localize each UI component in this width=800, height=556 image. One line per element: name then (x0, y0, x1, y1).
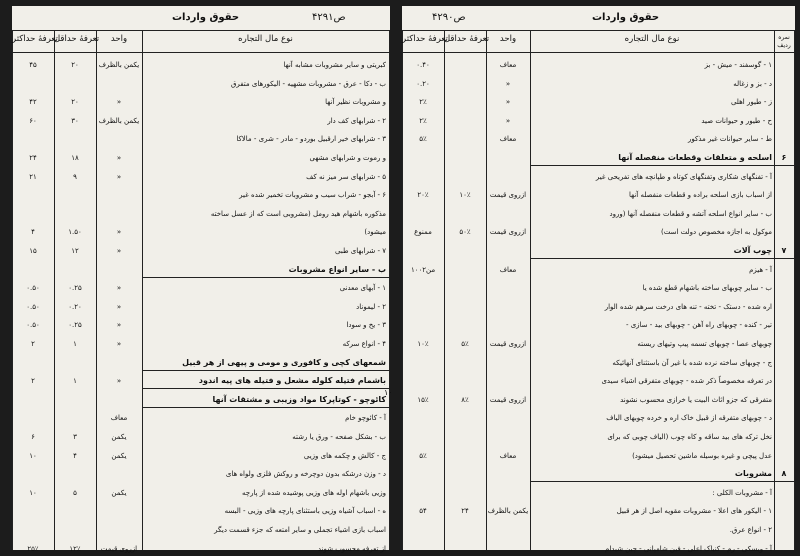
goods-cell: اسلحه و متعلقات وقطعات منفصله آنها (618, 153, 772, 162)
table-row (12, 393, 390, 407)
unit-cell: ازروی قیمت (489, 340, 527, 348)
table-row (402, 504, 795, 518)
table-row (402, 486, 795, 500)
rate-max-cell: ۰.۲۰ (416, 79, 430, 88)
table-row (402, 449, 795, 463)
rate-max-cell: ۴ (31, 228, 35, 237)
table-row (402, 188, 795, 202)
rate-min-cell: ۱.۵۰ (68, 228, 82, 237)
unit-cell: ازروی قیمت (489, 191, 527, 200)
table-row (12, 188, 390, 202)
table-row (12, 95, 390, 109)
unit-cell: یکمن بالظرف (487, 507, 529, 516)
table-row (12, 504, 390, 518)
rate-max-cell: ۱۰ (29, 488, 37, 497)
goods-cell: ۵ - شرابهای سر میز نه کف (306, 172, 386, 181)
goods-cell: ج - چوبهای ساخته نرده شده با غیر آن باستثنای آنهائیکه (612, 358, 772, 367)
rate-max-cell: ۰.۵۰ (26, 302, 40, 311)
rate-max-cell: ۱۰۰من۲ (410, 265, 436, 274)
goods-cell: نخل ترکه های بید ساقه و کاه چوب (الیاف چوبی که برای (607, 433, 772, 441)
rate-min-cell: ۲۴ (461, 507, 469, 516)
unit-cell: » (505, 79, 511, 88)
right-col-unit: واحد (499, 34, 517, 44)
table-row (402, 114, 795, 128)
goods-cell: ۷ - شرابهای طبی (335, 247, 386, 255)
section-rule (530, 481, 794, 482)
unit-cell: » (116, 340, 122, 348)
rate-max-cell: ۱۰ (29, 451, 37, 460)
goods-cell: اره شده - دستک - تخته - تنه های درخت سرهم شده الوار (604, 302, 772, 311)
rate-min-cell: ۴ (73, 451, 77, 460)
goods-cell: کبریتی و سایر مشروبات مشابه آنها (283, 61, 386, 69)
right-page (402, 6, 795, 553)
goods-cell: ب - سایر انواع اسلحه آتشه و قطعات منفصله آنها (ورود (609, 209, 772, 218)
right-header-page-number: ص۴۲۹۰ (432, 12, 466, 23)
unit-cell: ازروی قیمت (100, 544, 138, 553)
goods-cell: و رموت و شرابهای مشهی (309, 154, 386, 162)
section-rule (142, 407, 389, 408)
rate-max-cell: ۲۵٪ (27, 544, 39, 553)
left-col-goods: نوع مال التجاره (238, 34, 293, 44)
unit-cell: » (116, 247, 122, 255)
goods-cell: ب - دکا - عرق - مشروبات مشهیه - الیکورهای متفرق (230, 79, 386, 88)
unit-cell: ازروی قیمت (489, 228, 527, 237)
rate-max-cell: ۵٪ (419, 451, 427, 460)
table-row (12, 244, 390, 258)
goods-cell: آ - مشروبات الکلی : (712, 488, 772, 497)
unit-cell: » (116, 154, 122, 162)
goods-cell: ب - بشکل صفحه - ورق یا رشته (292, 433, 386, 441)
table-row (402, 207, 795, 221)
table-row (402, 356, 795, 370)
goods-cell: ب - سایر انواع مشروبات (288, 264, 386, 274)
table-row (402, 77, 795, 91)
rate-min-cell: ۰.۲۵ (68, 321, 82, 330)
rate-max-cell: ۰.۵۰ (26, 284, 40, 293)
table-row (12, 318, 390, 332)
goods-cell: د - وزن درشکه بدون دوچرخه و روکش فلزی ولواه های (225, 470, 386, 479)
goods-cell: باشمام فتیله کلوله مشعل و فتیله های پیه اندود (198, 376, 386, 386)
right-col-goods: نوع مال التجاره (624, 34, 680, 44)
rate-max-cell: ۲۰٪ (417, 191, 429, 200)
table-row (402, 225, 795, 239)
right-col-rate-min: تعرفهٔ حداقل (444, 34, 490, 44)
goods-cell: ه - اسباب آشیاه وزیی باستثنای پارچه های وزیی - البسه (224, 507, 386, 516)
rate-max-cell: ۵٪ (419, 135, 427, 144)
goods-cell: مذکوره باشهام هید رومل (مشروبی است که از عسل ساخته (210, 209, 386, 218)
rate-min-cell: ۳۰ (71, 116, 79, 125)
goods-cell: ج - کالش و چکمه های وزیی (303, 451, 386, 460)
table-row (12, 356, 390, 370)
left-header-page-number: ص۴۲۹۱ (312, 12, 346, 23)
goods-cell: و مشروبات نظیر آنها (325, 98, 386, 107)
left-header-title: حقوق واردات (172, 12, 240, 23)
unit-cell: » (116, 172, 122, 181)
goods-cell: آ - کائوچو خام (345, 414, 386, 423)
rate-min-cell: ۵٪ (461, 340, 469, 348)
rate-min-cell: ۱۰٪ (459, 191, 471, 200)
right-col-number: نمره ردیف (777, 34, 791, 49)
table-row (12, 132, 390, 146)
goods-cell: تیر - کنده - چوبهای راه آهن - چوبهای بید - سازی - (625, 321, 772, 330)
rate-min-cell: ۱۲٪ (69, 544, 81, 553)
unit-cell: معاف (499, 135, 517, 144)
table-row (12, 300, 390, 314)
rate-max-cell: ۴۵ (29, 61, 37, 69)
goods-cell: کائوچو - کوتاپرکا مواد وزیبی و مشتقات آنها (212, 394, 386, 404)
rate-max-cell: ۲٪ (419, 98, 427, 107)
goods-cell: آ - تفنگهای شکاری وتفنگهای کوتاه و طپانچه های تفریحی غیر (595, 172, 772, 181)
unit-cell: » (116, 321, 122, 330)
section-rule (530, 165, 794, 166)
rate-max-cell: ۱۰٪ (417, 340, 429, 348)
rate-min-cell: ۳ (73, 433, 77, 441)
goods-cell: ۶ - آبجو - شراب سیب و مشروبات تخمیر شده غیر (239, 191, 386, 200)
goods-cell: ۱ - الیکور های اعلا - مشروبات مقویه اصل از هر قبیل (616, 507, 772, 516)
unit-cell: » (505, 98, 511, 107)
table-row (402, 132, 795, 146)
goods-cell: ۱ - گوسفند - میش - بز (704, 61, 772, 69)
unit-cell: یکمن (111, 488, 127, 497)
rate-min-cell: ۰.۲۵ (68, 284, 82, 293)
rate-min-cell: ۵۰٪ (459, 228, 471, 237)
rate-max-cell: ۵۴ (419, 507, 427, 516)
unit-cell: معاف (499, 451, 517, 460)
unit-cell: » (116, 284, 122, 293)
goods-cell: ۳ - شرابهای خیر ارقبیل بوردو - مادر - شری - مالاکا (236, 135, 386, 144)
left-col-rate-min: تعرفهٔ حداقل (54, 34, 100, 44)
table-row (402, 318, 795, 332)
unit-cell: معاف (499, 61, 517, 69)
goods-cell: ح - طیور و حیوانات صید (701, 116, 772, 125)
table-row (12, 374, 390, 388)
goods-cell: د - بز و زغاله (733, 79, 772, 88)
unit-cell: » (116, 302, 122, 311)
goods-cell: ۳ - یخ و سودا (346, 321, 386, 330)
rate-max-cell: ۱۵٪ (417, 395, 429, 404)
goods-cell: ز - طیور اهلی (730, 98, 772, 107)
rate-min-cell: ۸٪ (461, 395, 469, 404)
unit-cell: » (116, 377, 122, 386)
goods-cell: شمعهای کچی و کافوری و مومی و پیهی از هر قبیل (182, 357, 386, 367)
rate-min-cell: ۲۰ (71, 98, 79, 107)
section-rule (142, 388, 389, 389)
goods-cell: ۲ - شرابهای کف دار (327, 116, 386, 125)
table-row (402, 467, 795, 481)
unit-cell: » (116, 228, 122, 237)
goods-cell: چوب آلات (733, 246, 772, 255)
unit-cell: » (505, 116, 511, 125)
unit-cell: معاف (499, 265, 517, 274)
unit-cell: معاف (110, 414, 128, 423)
goods-cell: چوبهای عصا - چوبهای تسمه پیپ وتیهای ریسته (637, 340, 772, 348)
table-row (402, 170, 795, 184)
section-rule (142, 277, 389, 278)
rate-min-cell: ۱ (73, 340, 77, 348)
left-col-unit: واحد (110, 34, 128, 44)
rate-min-cell: ۹ (73, 172, 77, 181)
table-row (402, 523, 795, 537)
unit-cell: ازروی قیمت (489, 395, 527, 404)
goods-cell: مشروبات (734, 469, 772, 479)
goods-cell: ط - سایر حیوانات غیر مذکور (688, 135, 772, 144)
rate-min-cell: ۱۲ (71, 247, 79, 255)
unit-cell: یکمن بالظرف (98, 61, 140, 69)
unit-cell: » (116, 98, 122, 107)
section-rule (142, 370, 389, 371)
table-row (402, 95, 795, 109)
table-row (12, 542, 390, 556)
table-row (12, 207, 390, 221)
table-row (12, 225, 390, 239)
table-row (402, 263, 795, 277)
goods-cell: آ - ویسکی - رم - کنیاک اعلی - فین شامپانی - چین شیدام (605, 544, 772, 553)
table-row (402, 542, 795, 556)
table-row (12, 77, 390, 91)
unit-cell: یکمن بالظرف (98, 116, 140, 125)
table-row (12, 263, 390, 277)
right-tariff-table (402, 30, 795, 553)
goods-cell: د - چوبهای متفرقه از قبیل خاک اره و خرده چوبهای الیاف (606, 414, 772, 423)
rate-max-cell: ۲ (31, 340, 35, 348)
goods-cell: از تعرفه محسوب شوند (317, 544, 386, 553)
rate-max-cell: ۶ (31, 433, 35, 441)
goods-cell: در تعرفه مخصوصاً ذکر شده - چوبهای متفرقی اشیاء سیدی (601, 377, 772, 386)
rate-max-cell: ۲۴ (29, 154, 37, 162)
table-row (402, 411, 795, 425)
left-page-header (12, 6, 390, 28)
rate-max-cell: ۲ (31, 377, 35, 386)
table-row (12, 170, 390, 184)
table-row (12, 523, 390, 537)
row-number-cell: ۷ (781, 246, 787, 255)
rate-max-cell: ۶۰ (29, 116, 37, 125)
unit-cell: یکمن (111, 451, 127, 460)
rate-max-cell: ممنوع (414, 228, 432, 237)
rate-min-cell: ۲۰ (71, 61, 79, 69)
goods-cell: عدل پیچی و غیره بوسیله ماشین تحصیل میشود) (632, 451, 772, 460)
table-row (402, 281, 795, 295)
goods-cell: ۲ - لیموناد (356, 302, 386, 311)
rate-max-cell: ۰.۴۰ (416, 61, 430, 69)
rate-max-cell: ۲٪ (419, 116, 427, 125)
goods-cell: آ - هیزم (749, 265, 772, 274)
table-row (402, 430, 795, 444)
right-header-title: حقوق واردات (592, 12, 660, 23)
right-col-rate-max: تعرفهٔ حداکثر (402, 34, 448, 44)
rate-max-cell: ۱۵ (29, 247, 37, 255)
rate-max-cell: ۴۲ (29, 98, 37, 107)
goods-cell: از اسباب بازی اسلحه براده و قطعات منفصله آنها (628, 191, 772, 200)
table-row (402, 244, 795, 258)
goods-cell: ۴ - انواع سرکه (342, 340, 386, 348)
rate-min-cell: ۰.۲۰ (68, 302, 82, 311)
goods-cell: ۱ - آبهای معدنی (339, 284, 386, 293)
table-row (402, 151, 795, 165)
right-page-header (402, 6, 795, 28)
left-col-rate-max: تعرفهٔ حداکثر (12, 34, 58, 44)
row-number-cell: ۸ (781, 469, 787, 479)
row-number-cell: ۶ (781, 153, 787, 162)
table-row (12, 151, 390, 165)
table-row (12, 430, 390, 444)
table-row (402, 300, 795, 314)
goods-cell: ۲ - انواع عرق. (729, 526, 772, 534)
goods-cell: متفرقی که جزو اثاث البیت یا خرازی محسوب نشوند (620, 395, 772, 404)
table-row (402, 58, 795, 72)
unit-cell: یکمن (111, 433, 127, 441)
left-tariff-table (12, 30, 393, 553)
goods-cell: موکول به اجازه مخصوص دولت است) (660, 228, 772, 237)
section-rule (530, 258, 794, 259)
table-row (12, 467, 390, 481)
goods-cell: میشود) (364, 228, 386, 237)
table-row (12, 114, 390, 128)
table-row (12, 58, 390, 72)
rate-min-cell: ۱۸ (71, 154, 79, 162)
table-row (12, 449, 390, 463)
table-row (402, 374, 795, 388)
rate-max-cell: ۲۱ (29, 172, 37, 181)
rate-max-cell: ۰.۵۰ (26, 321, 40, 330)
goods-cell: اسباب بازی اشیاء تجملی و سایر امتعه که جزء قسمت دیگر (214, 526, 386, 534)
goods-cell: وزیی باشهام اوله های وزیی پوشیده شده از پارچه (242, 488, 386, 497)
rate-min-cell: ۵ (73, 488, 77, 497)
rate-min-cell: ۱ (73, 377, 77, 386)
table-row (12, 337, 390, 351)
goods-cell: ب - سایر چوبهای ساخته باشهام قطع شده یا (642, 284, 772, 293)
table-row (12, 486, 390, 500)
table-row (12, 411, 390, 425)
left-margin-number: ۱۰ (384, 388, 393, 397)
table-row (402, 393, 795, 407)
table-row (402, 337, 795, 351)
table-row (12, 281, 390, 295)
left-page (12, 6, 393, 553)
